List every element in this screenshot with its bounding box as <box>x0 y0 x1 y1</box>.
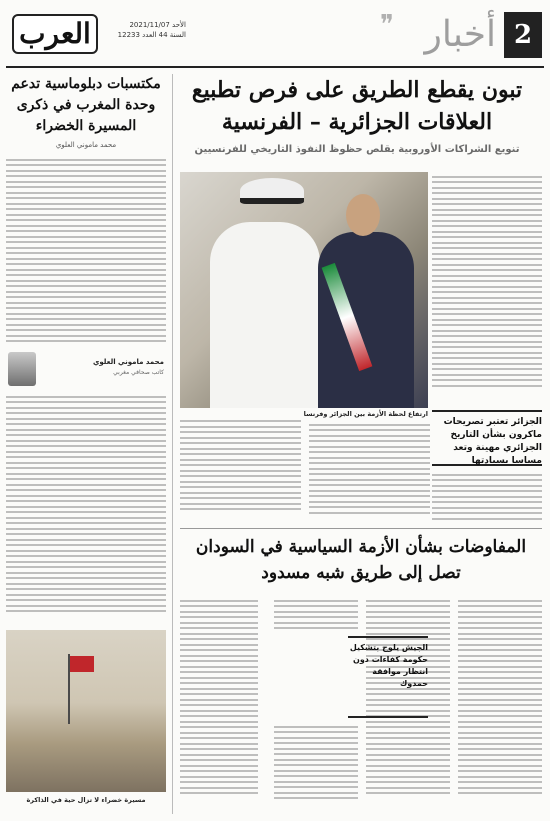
president-figure <box>318 232 414 408</box>
green-march-photo <box>6 630 166 792</box>
section-number: 2 <box>504 12 542 58</box>
main-story-body-1 <box>432 172 542 404</box>
left-column-byline: محمد ماموني العلوي <box>55 141 117 149</box>
main-story-column-right <box>432 172 542 404</box>
sudan-column-3-top <box>274 596 358 634</box>
officer-figure <box>210 222 320 408</box>
sudan-headline: المفاوضات بشأن الأزمة السياسية في السودان تصل إلى طريق شبه مسدود <box>195 537 527 583</box>
column-divider <box>172 74 173 814</box>
moroccan-flag <box>70 656 94 672</box>
sudan-pull-quote-text: الجيش يلوح بتشكيل حكومة كفاءات دون انتظار موافقة حمدوك <box>349 643 428 688</box>
officer-cap <box>240 178 304 204</box>
author-role: كاتب صحافي مغربي <box>113 369 164 376</box>
sudan-column-1 <box>458 596 542 812</box>
story-divider <box>180 528 542 529</box>
quote-icon: ❞ <box>380 10 394 40</box>
section-name: أخبار <box>424 14 496 55</box>
issue-line: السنة 44 العدد 12233 <box>117 31 186 39</box>
main-story-body-3 <box>432 470 542 524</box>
newspaper-logo: العرب <box>12 14 98 54</box>
author-photo <box>8 352 36 386</box>
page-header <box>6 6 544 64</box>
main-story-photo <box>180 172 428 408</box>
president-head <box>346 194 380 236</box>
sudan-column-4 <box>180 596 258 812</box>
left-column-body-2 <box>6 392 166 624</box>
sudan-pull-quote <box>348 636 428 718</box>
main-story-body-2 <box>180 420 430 524</box>
author-name: محمد ماموني العلوي <box>92 358 164 366</box>
main-story-body-2-text <box>180 420 430 524</box>
issue-meta <box>106 20 186 40</box>
main-photo-caption: ارتفاع لحظة الأزمة بين الجزائر وفرنسا <box>303 410 428 418</box>
header-divider <box>6 66 544 68</box>
author-box <box>6 352 166 386</box>
left-column-body <box>6 155 166 351</box>
date-line: الأحد 2021/11/07 <box>129 21 186 29</box>
main-story-column-right-2 <box>432 470 542 524</box>
sudan-column-3-bottom <box>274 722 358 812</box>
main-pull-quote <box>432 410 542 466</box>
left-column-title: مكتسبات دبلوماسية تدعم وحدة المغرب في ذكرى المسيرة الخضراء <box>11 76 161 134</box>
main-headline: تبون يقطع الطريق على فرص تطبيع العلاقات الجزائرية – الفرنسية <box>191 77 523 135</box>
main-pull-quote-text: الجزائر تعتبر تصريحات ماكرون بشأن التاريخ الجزائري مهينة وتعد مساسا بسيادتها <box>443 417 542 466</box>
green-march-photo-caption: مسيرة خضراء لا تزال حية في الذاكرة <box>26 796 146 804</box>
main-subhead: تنويع الشراكات الأوروبية يقلص حظوظ النفوذ التاريخي للفرنسيين <box>194 144 520 155</box>
sudan-story-body <box>180 596 542 812</box>
